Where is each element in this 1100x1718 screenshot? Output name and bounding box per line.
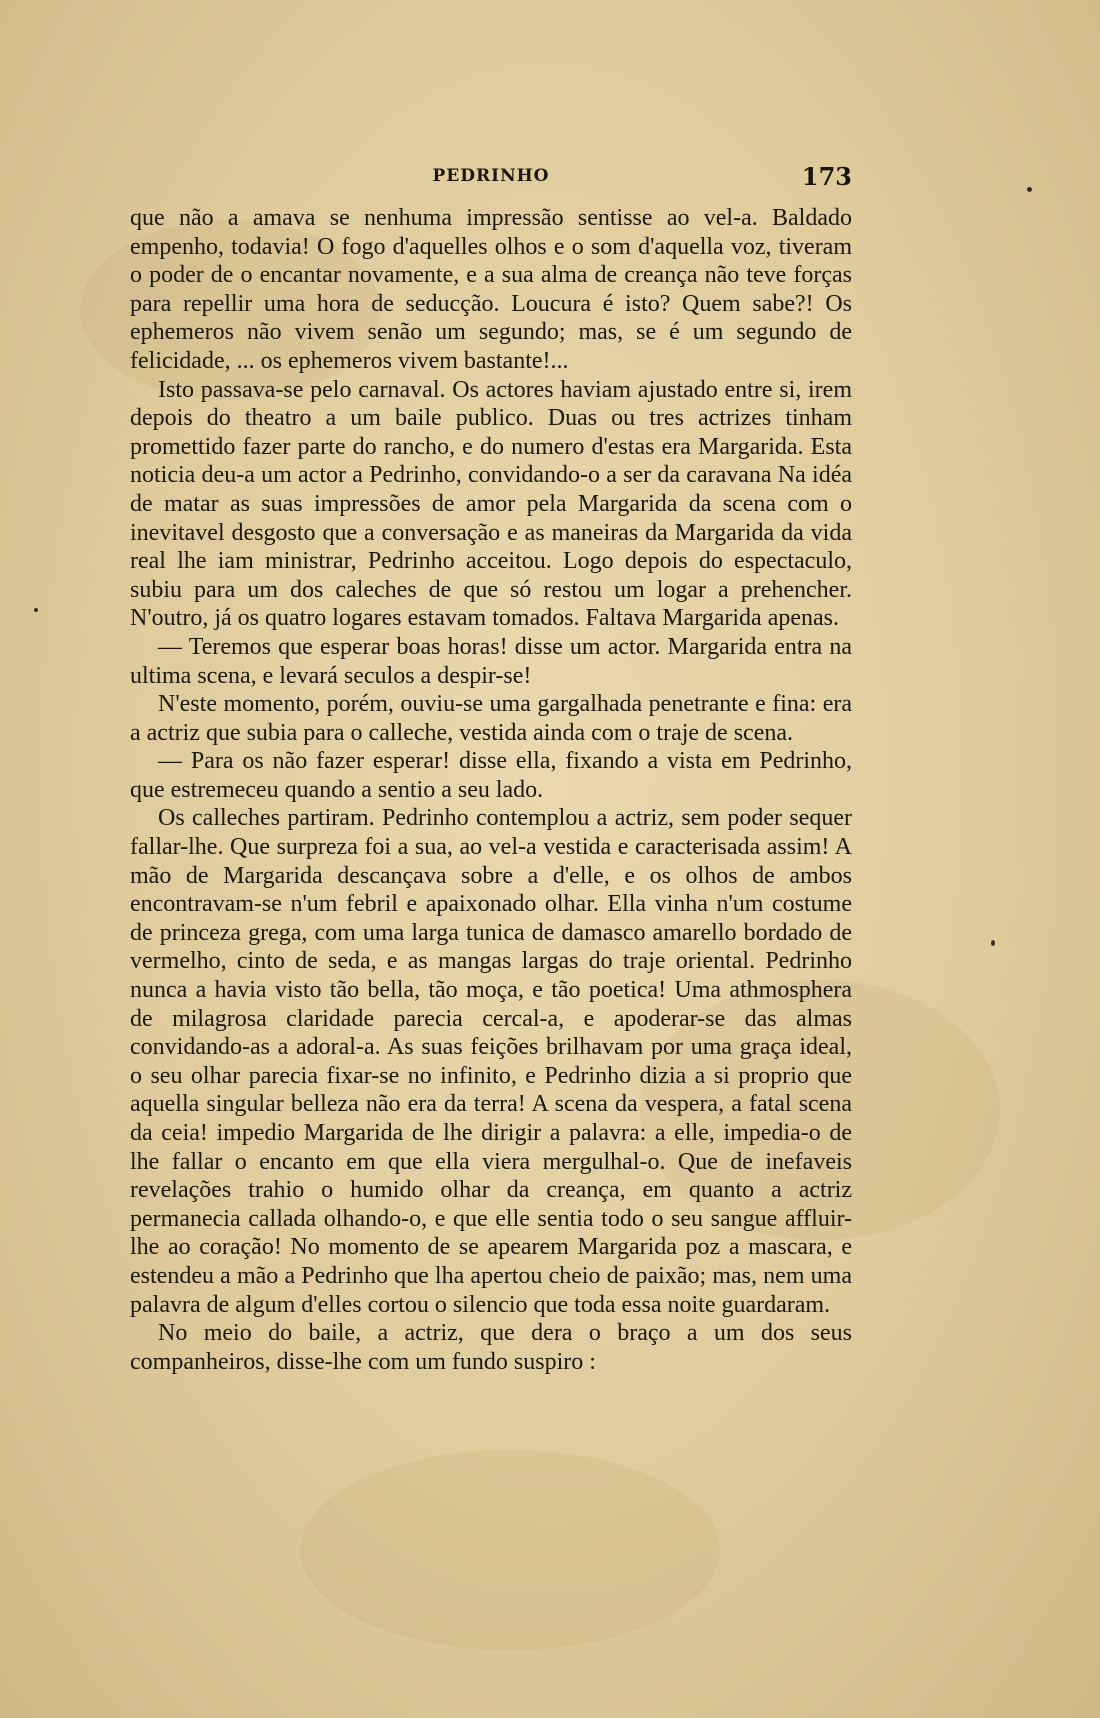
ink-speck: [34, 608, 38, 612]
paragraph: que não a amava se nenhuma impressão sentisse ao vel-a. Baldado empenho, todavia! O fogo d'aquelles olhos e o som d'aquella voz, tiveram o poder de o encantar novamente, e a sua alma de creança não teve forças para repellir uma hora de seducção. Loucura é isto? Quem sabe?! Os ephemeros não vivem senão um segundo; mas, se é um segundo de felicidade, ... os ephemeros vivem bastante!...: [130, 205, 852, 374]
running-title: PEDRINHO: [432, 166, 550, 186]
body-text: [130, 204, 852, 1376]
paragraph: No meio do baile, a actriz, que dera o braço a um dos seus companheiros, disse-lhe com um fundo suspiro :: [130, 1320, 852, 1375]
ink-speck: [991, 940, 995, 946]
paragraph: Isto passava-se pelo carnaval. Os actores haviam ajustado entre si, irem depois do theatro a um baile publico. Duas ou tres actrizes tinham promettido fazer parte do rancho, e do numero d'estas era Margarida. Esta noticia deu-a um actor a Pedrinho, convidando-o a ser da caravana Na idéa de matar as suas impressões de amor pela Margarida da scena com o inevitavel desgosto que a conversação e as maneiras da Margarida da vida real lhe iam ministrar, Pedrinho acceitou. Logo depois do espectaculo, subiu para um dos caleches de que só restou um logar a prehencher. N'outro, já os quatro logares estavam tomados. Faltava Margarida apenas.: [130, 376, 852, 632]
paragraph: — Para os não fazer esperar! disse ella, fixando a vista em Pedrinho, que estremeceu quando a sentio a seu lado.: [130, 748, 852, 803]
page-number: 173: [801, 162, 852, 191]
ink-speck: [1027, 187, 1032, 192]
paragraph: N'este momento, porém, ouviu-se uma gargalhada penetrante e fina: era a actriz que subia para o calleche, vestida ainda com o traje de scena.: [130, 691, 852, 746]
paragraph: Os calleches partiram. Pedrinho contemplou a actriz, sem poder sequer fallar-lhe. Que surpreza foi a sua, ao vel-a vestida e caracterisada assim! A mão de Margarida descançava sobre a d'elle, e os olhos de ambos encontravam-se n'um febril e apaixonado olhar. Ella vinha n'um costume de princeza grega, com uma larga tunica de damasco amarello bordado de vermelho, cinto de seda, e as mangas largas do traje oriental. Pedrinho nunca a havia visto tão bella, tão moça, e tão poetica! Uma athmosphera de milagrosa claridade parecia cercal-a, e apoderar-se das almas convidando-as a adoral-a. As suas feições brilhavam por uma graça ideal, o seu olhar parecia fixar-se no infinito, e Pedrinho dizia a si proprio que aquella singular belleza não era da terra! A scena da vespera, a fatal scena da ceia! impedio Margarida de lhe dirigir a palavra: a elle, impedia-o de lhe fallar o encanto em que ella viera mergulhal-o. Que de inefaveis revelações trahio o humido olhar da creança, em quanto a actriz permanecia callada olhando-o, e que elle sentia todo o seu sangue affluir-lhe ao coração! No momento de se apearem Margarida poz a mascara, e estendeu a mão a Pedrinho que lha apertou cheio de paixão; mas, nem uma palavra de algum d'elles cortou o silencio que toda essa noite guardaram.: [130, 805, 852, 1318]
page-header: [130, 162, 852, 196]
paragraph: — Teremos que esperar boas horas! disse um actor. Margarida entra na ultima scena, e levará seculos a despir-se!: [130, 633, 852, 689]
paper-stain: [300, 1450, 720, 1650]
